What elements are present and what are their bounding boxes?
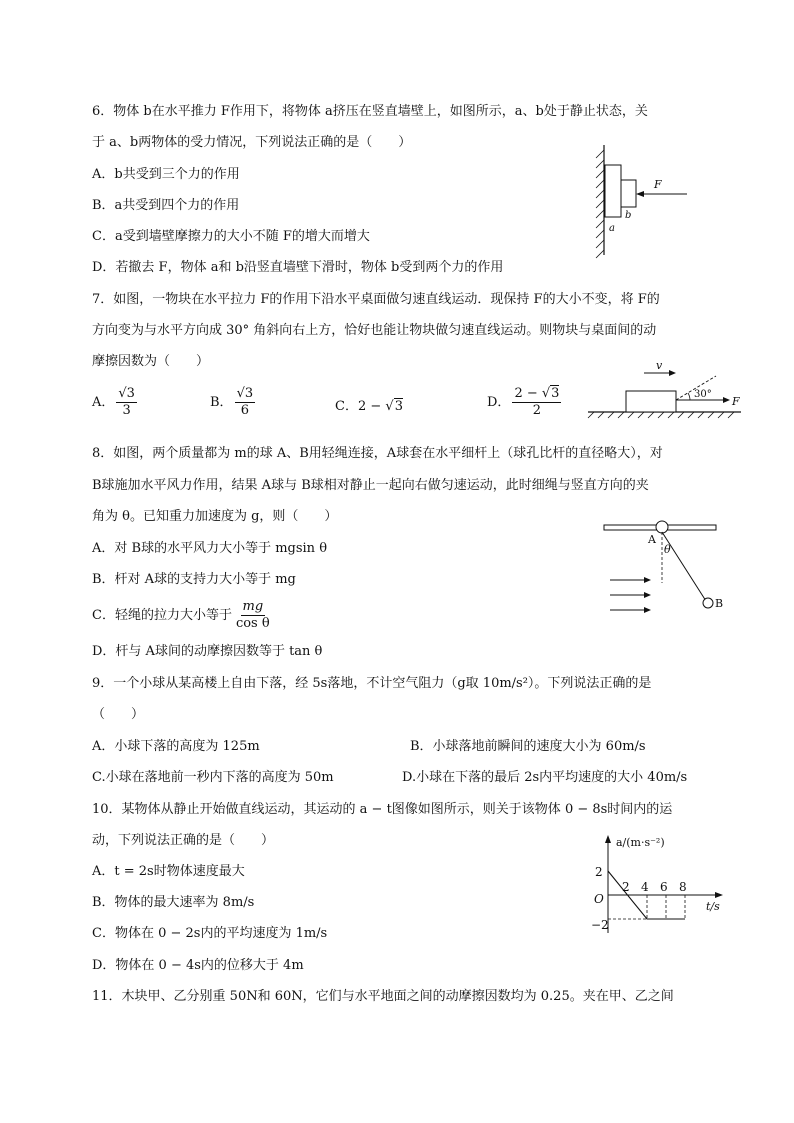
svg-text:F: F [732,395,740,408]
ball-B [703,598,713,608]
q9-stem-line2: （ ） [92,707,145,722]
q6-option-b: B．a共受到四个力的作用 [92,198,240,213]
q6-option-c: C．a受到墙壁摩擦力的大小不随 F的增大而增大 [92,229,370,244]
svg-text:8: 8 [679,880,687,894]
q10-at-graph [590,833,730,938]
label-F: F [654,178,662,191]
svg-text:θ: θ [664,543,671,556]
svg-text:6: 6 [660,880,668,894]
wind-arrows [610,580,648,610]
q9-option-d: D.小球在下落的最后 2s内平均速度的大小 40m/s [402,770,688,785]
svg-text:−2: −2 [591,918,609,932]
q8-stem-line1: 8．如图，两个质量都为 m的球 A、B用轻绳连接，A球套在水平细杆上（球孔比杆的直径略大），对 [92,446,663,461]
svg-text:v: v [656,360,663,372]
q10-option-b: B．物体的最大速率为 8m/s [92,895,255,910]
q7-option-d: D． $\frac{2 - √3}{2}$ [487,386,560,418]
svg-text:2: 2 [622,880,630,894]
svg-text:B: B [715,597,724,610]
block-a [605,165,621,217]
q10-option-d: D．物体在 0 − 4s内的位移大于 4m [92,958,304,973]
svg-text:a/(m·s⁻²): a/(m·s⁻²) [616,836,665,849]
q8-option-c: C．轻绳的拉力大小等于 $\frac{mg}{\text{cos θ}}$ [92,599,270,631]
svg-text:t/s: t/s [706,900,720,913]
q9-option-b: B．小球落地前瞬间的速度大小为 60m/s [410,739,646,754]
label-b: b [625,210,632,221]
q10-option-a: A．t = 2s时物体速度最大 [92,864,245,879]
q10-stem-line2: 动，下列说法正确的是（ ） [92,833,275,848]
block-b [621,180,636,207]
q6-option-a: A．b共受到三个力的作用 [92,167,240,182]
q7-stem-line1: 7．如图，一物块在水平拉力 F的作用下沿水平桌面做匀速直线运动．现保持 F的大小不变，将 F的 [92,292,660,307]
q7-option-b: B． $\frac{√3}{6}$ [210,386,254,418]
q7-stem-line3: 摩擦因数为（ ） [92,354,210,369]
q8-option-b: B．杆对 A球的支持力大小等于 mg [92,572,296,587]
q8-rod-figure [600,515,725,615]
q7-block-figure [586,360,746,420]
svg-text:4: 4 [641,880,649,894]
label-a: a [609,223,615,234]
q6-option-d: D．若撤去 F，物体 a和 b沿竖直墙壁下滑时，物体 b受到两个力的作用 [92,260,504,275]
q7-stem-line2: 方向变为与水平方向成 30° 角斜向右上方，恰好也能让物块做匀速直线运动。则物块与桌面间的动 [92,323,657,338]
q9-option-c: C.小球在落地前一秒内下落的高度为 50m [92,770,334,785]
q6-stem-line1: 6．物体 b在水平推力 F作用下，将物体 a挤压在竖直墙壁上，如图所示，a、b处于静止状态，关 [92,104,648,119]
q7-option-a: A． $\frac{√3}{3}$ [92,386,135,418]
q8-stem-line3: 角为 θ。已知重力加速度为 g，则（ ） [92,509,338,524]
q6-stem-line2: 于 a、b两物体的受力情况，下列说法正确的是（ ） [92,135,412,150]
ball-A [656,521,668,533]
q8-stem-line2: B球施加水平风力作用，结果 A球与 B球相对静止一起向右做匀速运动，此时细绳与竖直方向的夹 [92,478,649,493]
svg-text:2: 2 [595,865,603,879]
svg-text:A: A [648,533,656,546]
q6-wall-figure [592,140,702,260]
svg-text:O: O [594,892,604,906]
q9-option-a: A．小球下落的高度为 125m [92,739,260,754]
q9-stem-line1: 9．一个小球从某高楼上自由下落，经 5s落地，不计空气阻力（g取 10m/s²）。下列说法正确的是 [92,676,652,691]
q8-option-d: D．杆与 A球间的动摩擦因数等于 tan θ [92,644,323,659]
svg-text:30°: 30° [694,389,712,400]
q7-option-c: C．2 − √3 [335,399,403,414]
q10-stem-line1: 10．某物体从静止开始做直线运动，其运动的 a − t图像如图所示，则关于该物体 0 − 8s时间内的运 [92,802,673,817]
q11-stem-line1: 11．木块甲、乙分别重 50N和 60N，它们与水平地面之间的动摩擦因数均为 0.25。夹在甲、乙之间 [92,989,674,1004]
block [626,391,676,412]
q10-option-c: C．物体在 0 − 2s内的平均速度为 1m/s [92,926,328,941]
q8-option-a: A．对 B球的水平风力大小等于 mgsin θ [92,541,328,556]
